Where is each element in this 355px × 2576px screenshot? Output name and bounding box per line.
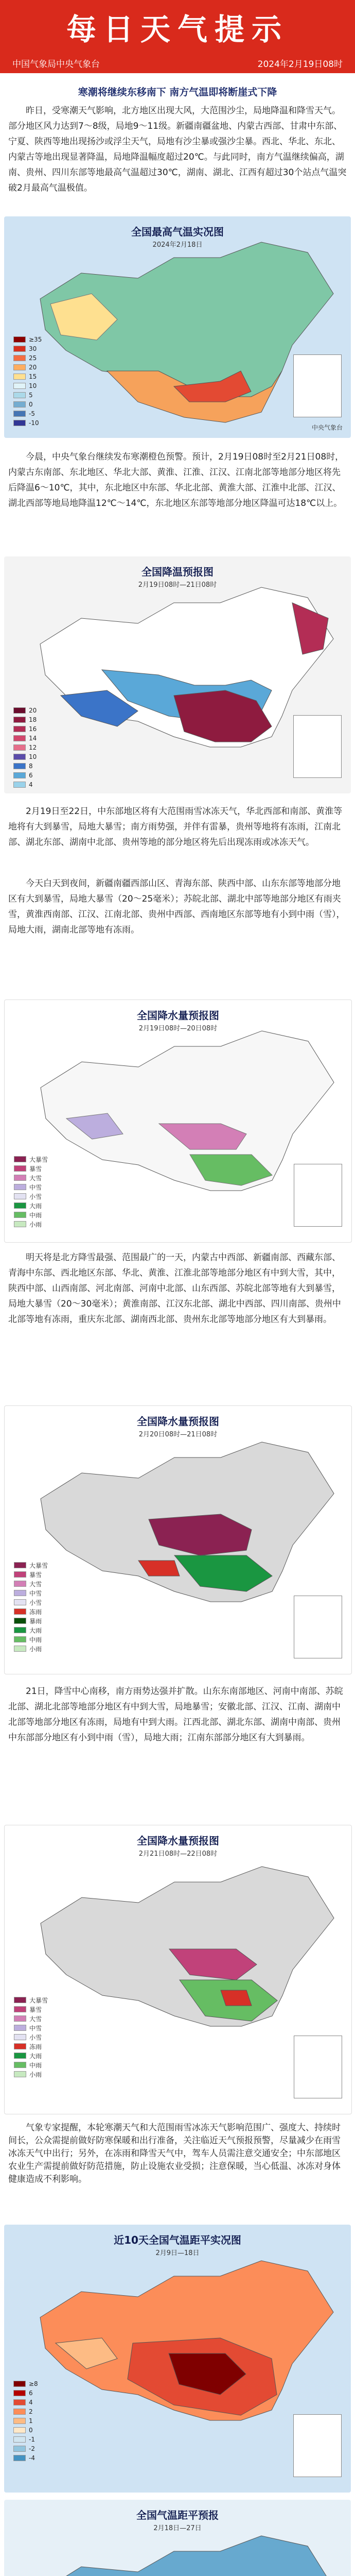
legend-swatch — [13, 782, 26, 788]
map-legend — [14, 1995, 48, 2079]
legend-label: 中雨 — [29, 1636, 42, 1643]
legend-swatch — [14, 2053, 26, 2059]
legend-swatch — [14, 1202, 26, 1209]
legend-item — [13, 724, 37, 734]
legend-label: 暴雨 — [29, 1617, 42, 1625]
legend-swatch — [13, 735, 26, 741]
legend-swatch — [14, 2034, 26, 2040]
legend-swatch — [13, 2436, 26, 2443]
issuer-label: 中国气象局中央气象台 — [12, 59, 100, 70]
map-title: 全国降温预报图 — [141, 566, 214, 578]
legend-swatch — [13, 744, 26, 751]
legend-item — [14, 1598, 48, 1607]
legend-item — [14, 2051, 48, 2060]
legend-item — [14, 2005, 48, 2014]
legend-item — [14, 1219, 48, 1229]
legend-label: 中雨 — [29, 2061, 42, 2069]
legend-item — [13, 761, 37, 771]
legend-item — [13, 335, 42, 344]
legend-item — [14, 1607, 48, 1616]
legend-item — [14, 1182, 48, 1192]
legend-item — [14, 1561, 48, 1570]
legend-swatch — [13, 420, 26, 426]
legend-swatch — [13, 2409, 26, 2415]
legend-label: 小雨 — [29, 1221, 42, 1228]
paragraph-3: 2月19日至22日，中东部地区将有大范围雨雪冰冻天气，华北西部和南部、黄淮等地将有大到暴雪，局地大暴雪；南方雨势强，并伴有雷暴，贵州等地将有冻雨，江南北部、湖北东部、湖南中北部、贵州等地的部分地区将先后出现冻雨或冰冻天气。 — [8, 806, 343, 848]
legend-item — [13, 400, 42, 409]
map-title: 全国气温距平预报 — [136, 2509, 219, 2521]
map-legend — [14, 1155, 48, 1229]
south-china-sea-inset — [293, 354, 342, 417]
map-title: 全国最高气温实况图 — [131, 226, 224, 238]
legend-swatch — [13, 383, 26, 389]
legend-item — [13, 715, 37, 724]
legend-item — [13, 771, 37, 780]
legend-item — [13, 2426, 38, 2435]
map-subtitle: 2月21日08时—22日08时 — [138, 1850, 218, 1858]
legend-label: 大雪 — [29, 1174, 42, 1182]
map-subtitle: 2月19日08时—20日08时 — [138, 1025, 218, 1032]
legend-item — [14, 2032, 48, 2042]
legend-item — [14, 1625, 48, 1635]
legend-swatch — [13, 2427, 26, 2433]
map-subtitle: 2月18日—27日 — [153, 2524, 202, 2532]
legend-item — [13, 734, 37, 743]
legend-label: ≥35 — [29, 336, 42, 343]
legend-label: 20 — [29, 707, 37, 714]
legend-label: 1 — [29, 2417, 33, 2425]
south-china-sea-inset — [294, 1596, 342, 1658]
legend-label: 冻雨 — [29, 1608, 42, 1616]
legend-swatch — [13, 2381, 26, 2387]
legend-swatch — [13, 763, 26, 769]
map-precipitation-day1 — [4, 999, 352, 1243]
legend-item — [13, 344, 42, 353]
legend-swatch — [13, 2446, 26, 2452]
legend-label: 中雪 — [29, 1589, 42, 1597]
map-subtitle: 2024年2月18日 — [152, 241, 203, 249]
legend-swatch — [14, 1997, 26, 2003]
legend-item — [14, 1164, 48, 1173]
legend-swatch — [14, 1221, 26, 1227]
legend-swatch — [13, 2390, 26, 2396]
legend-item — [14, 1570, 48, 1579]
legend-label: -5 — [29, 410, 35, 417]
legend-label: 6 — [29, 772, 33, 779]
legend-label: 2 — [29, 2408, 33, 2415]
legend-swatch — [14, 1581, 26, 1587]
paragraph-4: 今天白天到夜间，新疆南疆西部山区、青海东部、陕西中部、山东东部等地部分地区有大到暴雪，局地大暴雪（20～25毫米）；苏皖北部、湖北中部等地部分地区有雨夹雪，黄淮西南部、江汉、江南北部、贵州中西部、西南地区东部等地有小到中雨（雪），局地大雨，湖南北部等地有冻雨。 — [8, 878, 345, 935]
legend-swatch — [13, 754, 26, 760]
legend-label: 4 — [29, 781, 33, 788]
legend-label: 暴雪 — [29, 1165, 42, 1173]
legend-swatch — [14, 1599, 26, 1605]
legend-swatch — [13, 707, 26, 714]
legend-item — [13, 2398, 38, 2407]
south-china-sea-inset — [293, 715, 342, 778]
legend-item — [14, 1616, 48, 1625]
map-subtitle: 2月20日08时—21日08时 — [138, 1431, 218, 1438]
legend-label: 大雨 — [29, 1202, 42, 1210]
legend-label: 5 — [29, 392, 33, 399]
map-precipitation-day3 — [4, 1825, 352, 2114]
legend-swatch — [13, 355, 26, 361]
legend-label: 8 — [29, 762, 33, 770]
legend-label: 大雨 — [29, 1626, 42, 1634]
legend-label: 中雪 — [29, 1183, 42, 1191]
map-precipitation-day2 — [4, 1405, 352, 1674]
legend-label: -4 — [29, 2454, 35, 2462]
legend-swatch — [14, 1571, 26, 1578]
legend-item — [14, 1995, 48, 2005]
map-issuer-badge: 中央气象台 — [311, 424, 343, 431]
map-legend — [14, 1561, 48, 1653]
legend-item — [13, 418, 42, 428]
legend-swatch — [13, 2399, 26, 2405]
map-title: 全国降水量预报图 — [137, 1415, 219, 1428]
legend-item — [13, 409, 42, 418]
legend-label: -1 — [29, 2436, 35, 2443]
legend-label: 大雪 — [29, 2015, 42, 2023]
legend-swatch — [14, 1165, 26, 1172]
legend-item — [13, 391, 42, 400]
legend-swatch — [14, 2043, 26, 2049]
legend-swatch — [14, 1590, 26, 1596]
legend-item — [14, 2014, 48, 2023]
legend-item — [13, 353, 42, 363]
legend-item — [14, 2070, 48, 2079]
legend-swatch — [14, 1212, 26, 1218]
page-title: 每日天气提示 — [66, 12, 289, 47]
legend-item — [13, 2407, 38, 2416]
legend-item — [14, 1155, 48, 1164]
legend-swatch — [14, 1156, 26, 1162]
legend-swatch — [14, 1184, 26, 1190]
legend-label: -2 — [29, 2445, 35, 2452]
legend-item — [13, 706, 37, 715]
legend-swatch — [14, 1636, 26, 1642]
legend-item — [14, 2060, 48, 2070]
legend-label: -10 — [29, 419, 39, 427]
legend-item — [14, 1579, 48, 1588]
header-banner — [0, 0, 355, 73]
legend-item — [13, 780, 37, 789]
map-temperature-drop — [4, 556, 351, 793]
issue-date: 2024年2月19日08时 — [257, 59, 343, 70]
south-china-sea-inset — [294, 1164, 342, 1227]
legend-swatch — [14, 1608, 26, 1615]
legend-item — [14, 1192, 48, 1201]
legend-item — [14, 1201, 48, 1210]
paragraph-7: 气象专家提醒，本轮寒潮天气和大范围雨雪冰冻天气影响范围广、强度大、持续时间长，公众需提前做好防寒保暖和出行准备，关注临近天气预报预警，尽量减少在雨雪冰冻天气中出行；另外，在冻雨和降雪天气中，驾车人员需注意交通安全；中东部地区农业生产需提前做好防范措施，防止设施农业受损；注意保暖，当心低温、冰冻对身体健康造成不利影响。 — [8, 2123, 341, 2184]
legend-swatch — [14, 1562, 26, 1568]
south-china-sea-inset — [294, 2036, 342, 2098]
legend-item — [13, 752, 37, 761]
legend-item — [13, 2453, 38, 2463]
legend-item — [13, 743, 37, 752]
legend-item — [13, 2444, 38, 2453]
legend-item — [13, 363, 42, 372]
legend-label: 小雨 — [29, 2071, 42, 2078]
legend-swatch — [14, 1627, 26, 1633]
legend-swatch — [13, 411, 26, 417]
legend-item — [14, 1173, 48, 1182]
paragraph-1: 昨日，受寒潮天气影响，北方地区出现大风，大范围沙尘，局地降温和降雪天气。部分地区风力达到7～8级，局地9～11级。新疆南疆盆地、内蒙古西部、甘肃中东部、宁夏、陕西等地出现扬沙或浮尘天气，局地有沙尘暴或强沙尘暴。西北、华北、东北、内蒙古等地出现显著降温，局地降温幅度超过20℃。与此同时，南方气温继续偏高，湖南、贵州、四川东部等地最高气温超过30℃，湖南、湖北、江西有超过30个站点气温突破2月最高气温极值。 — [8, 106, 347, 193]
legend-swatch — [14, 2062, 26, 2068]
legend-label: 大暴雪 — [29, 1156, 48, 1163]
paragraph-6: 21日，降雪中心南移，南方雨势达强并扩散。山东东南部地区、河南中南部、苏皖北部、湖北北部等地部分地区有中到大雪，局地暴雪；安徽北部、江汉、江南、湖南中北部等地部分地区有冻雨，局地有中到大雨。江西北部、湖北东部、湖南中南部、贵州中东部部分地区有小到中雨（雪），局地大雨；江南东部部分地区有大到暴雨。 — [8, 1686, 343, 1743]
legend-label: 15 — [29, 373, 37, 380]
legend-label: 大暴雪 — [29, 1996, 48, 2004]
legend-label: 小雪 — [29, 1193, 42, 1200]
legend-swatch — [14, 1193, 26, 1199]
legend-label: 10 — [29, 382, 37, 389]
legend-label: 18 — [29, 716, 37, 723]
legend-item — [13, 381, 42, 391]
legend-item — [14, 2042, 48, 2051]
legend-label: 小雪 — [29, 1599, 42, 1606]
legend-label: 暴雪 — [29, 2006, 42, 2013]
legend-label: 30 — [29, 345, 37, 352]
legend-swatch — [13, 2455, 26, 2461]
legend-swatch — [13, 726, 26, 732]
legend-label: 大雪 — [29, 1580, 42, 1588]
legend-item — [14, 1644, 48, 1653]
map-subtitle: 2月19日08时—21日08时 — [138, 581, 217, 589]
legend-swatch — [14, 1618, 26, 1624]
legend-label: 0 — [29, 2427, 33, 2434]
legend-swatch — [14, 1175, 26, 1181]
legend-swatch — [13, 336, 26, 343]
legend-label: 小雨 — [29, 1645, 42, 1653]
map-title: 全国降水量预报图 — [137, 1009, 219, 1022]
legend-item — [13, 372, 42, 381]
map-legend — [13, 2379, 38, 2463]
legend-swatch — [13, 364, 26, 370]
legend-label: 中雪 — [29, 2024, 42, 2032]
legend-label: 10 — [29, 753, 37, 760]
legend-label: 中雨 — [29, 1211, 42, 1219]
legend-swatch — [13, 401, 26, 408]
legend-swatch — [13, 717, 26, 723]
map-max-temperature — [4, 216, 351, 438]
headline: 寒潮将继续东移南下 南方气温即将断崖式下降 — [78, 87, 277, 98]
legend-label: 大暴雪 — [29, 1562, 48, 1569]
legend-label: 6 — [29, 2389, 33, 2397]
map-legend — [13, 335, 42, 428]
legend-label: 20 — [29, 364, 37, 371]
legend-item — [14, 1588, 48, 1598]
legend-item — [13, 2435, 38, 2444]
legend-item — [14, 1210, 48, 1219]
legend-item — [13, 2388, 38, 2398]
legend-item — [13, 2416, 38, 2426]
map-temperature-anomaly-forecast — [4, 2500, 351, 2576]
legend-swatch — [13, 772, 26, 778]
legend-item — [14, 2023, 48, 2032]
legend-swatch — [13, 392, 26, 398]
legend-swatch — [14, 2006, 26, 2012]
legend-swatch — [14, 2015, 26, 2022]
legend-label: 暴雪 — [29, 1571, 42, 1579]
legend-swatch — [13, 2418, 26, 2424]
legend-swatch — [13, 374, 26, 380]
legend-label: 16 — [29, 725, 37, 733]
legend-label: ≥8 — [29, 2380, 38, 2387]
legend-label: 冻雨 — [29, 2043, 42, 2050]
map-temperature-anomaly-observed — [4, 2225, 351, 2493]
legend-label: 12 — [29, 744, 37, 751]
legend-swatch — [14, 2025, 26, 2031]
paragraph-2: 今晨，中央气象台继续发布寒潮橙色预警。预计，2月19日08时至2月21日08时，内蒙古东南部、东北地区、华北大部、黄淮、江淮、江汉、江南北部等地部分地区将先后降温6～10℃，其中，东北地区中东部、华北北部、黄淮大部、江淮中北部、江汉、湖北西部等地局地降温12℃～14℃，东北地区东部等地部分地区降温可达18℃以上。 — [8, 452, 344, 509]
legend-swatch — [13, 346, 26, 352]
legend-item — [13, 2379, 38, 2388]
legend-swatch — [14, 1646, 26, 1652]
legend-label: 大雨 — [29, 2052, 42, 2060]
south-china-sea-inset — [293, 2414, 342, 2477]
legend-item — [14, 1635, 48, 1644]
legend-label: 14 — [29, 735, 37, 742]
map-title: 近10天全国气温距平实况图 — [114, 2234, 241, 2246]
legend-label: 小雪 — [29, 2033, 42, 2041]
legend-label: 4 — [29, 2399, 33, 2406]
map-title: 全国降水量预报图 — [137, 1835, 219, 1847]
map-subtitle: 2月9日—18日 — [155, 2249, 200, 2257]
legend-label: 25 — [29, 354, 37, 362]
map-legend — [13, 706, 37, 789]
paragraph-5: 明天将是北方降雪最强、范围最广的一天，内蒙古中西部、新疆南部、西藏东部、青海中东部、西北地区东部、华北、黄淮、江淮北部等地部分地区有中到大雪，其中，陕西中部、山西南部、河北南部、河南中北部、山东西部、苏皖北部等地有大到暴雪，局地大暴雪（20～30毫米）；黄淮南部、江汉东北部、湖北中西部、四川南部、贵州中北部等地有冻雨，重庆东北部、湖南西北部、贵州东北部等地部分地区有大到暴雨。 — [8, 1252, 341, 1325]
legend-label: 0 — [29, 401, 33, 408]
legend-swatch — [14, 2071, 26, 2077]
